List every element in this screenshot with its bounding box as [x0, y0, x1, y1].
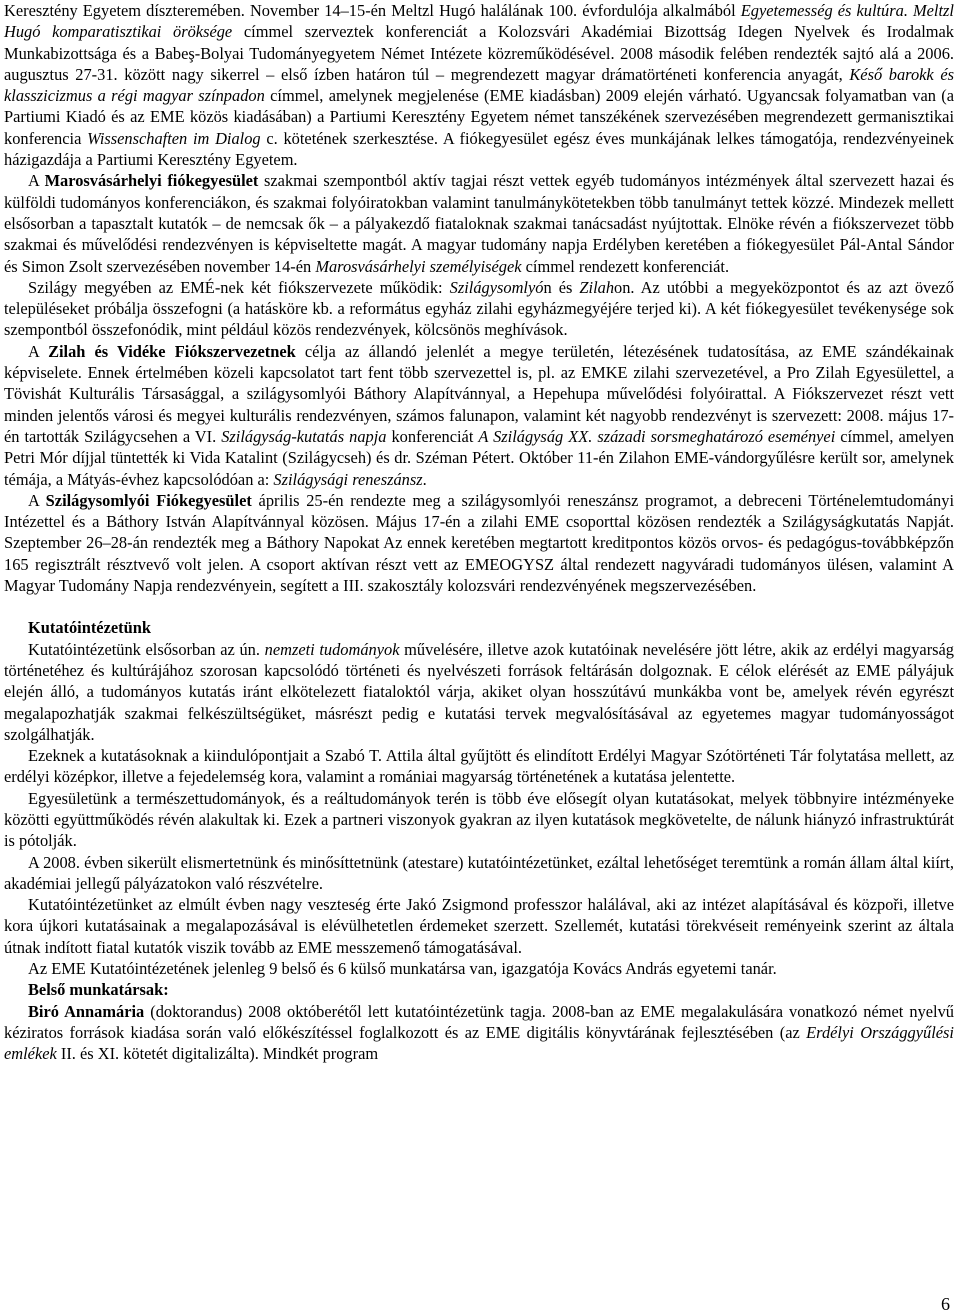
text-run: A 2008. évben sikerült elismertetnünk és minősíttetnünk (atestare) kutatóintézetünket, ezáltal lehetőséget teremtünk a román állam által kiírt, akadémiai jellegű pályázatokon való részvételre.	[4, 852, 954, 893]
text-run: Egyesületünk a természettudományok, és a reáltudományok terén is több éve elősegít olyan kutatásokat, melyek többnyire intézményeke közötti együttműködés révén alakultak ki. Ezek a partneri viszonyok gyakran az ilyen kutatások megkövetelte, de nálunk hiányzó infrastruktúrát is pótolják.	[4, 788, 954, 851]
text-run: Szilágy megyében az EMÉ-nek két fiókszervezete működik:	[28, 277, 450, 297]
section-spacer	[4, 596, 954, 617]
paragraph	[4, 170, 954, 276]
text-run: konferenciát	[386, 426, 479, 446]
italic-text: Erdélyi Országgyűlési emlékek	[4, 1022, 954, 1064]
bold-text: Szilágysomlyói Fiókegyesület	[45, 490, 252, 510]
text-run: Kutatóintézetünk elsősorban az ún.	[28, 639, 265, 659]
page-number: 6	[941, 1294, 950, 1314]
italic-text: A Szilágyság XX. századi sorsmeghatározó eseményei	[478, 426, 836, 446]
italic-text: Szilágysomlyó	[449, 277, 544, 297]
italic-text: Zilah	[579, 277, 615, 297]
paragraph	[4, 745, 954, 788]
paragraph	[4, 639, 954, 745]
document-body	[4, 0, 954, 1065]
text-run: Az EME Kutatóintézetének jelenleg 9 belső és 6 külső munkatársa van, igazgatója Kovács András egyetemi tanár.	[28, 959, 777, 979]
text-run: c. kötetének szerkesztése. A fiókegyesület egész éves munkájának lelkes támogatója, rendezvényeinek házigazdája a Partiumi Keresztény Egyetem.	[4, 128, 954, 170]
bold-text: Belső munkatársak:	[28, 980, 169, 1000]
text-run: A	[28, 341, 49, 361]
text-run: címmel rendezett konferenciát.	[521, 256, 730, 276]
text-run: n és	[543, 277, 580, 297]
text-run: címmel, amelyen Petri Mór díjjal tüntették ki Vida Katalint (Szilágycseh) és dr. Széman Pétert. Október 11-én Zilahon EME-vándorgyűlésre került sor, amelynek témája, a Mátyás-évhez kapcsolódóan a:	[4, 426, 955, 489]
italic-text: Wissenschaften im Dialog	[87, 128, 261, 148]
bold-text: Zilah és Vidéke Fiókszervezetnek	[48, 341, 296, 361]
text-run: (doktorandus) 2008 októberétől lett kutatóintézetünk tagja. 2008-ban az EME megalakulására vonatkozó német nyelvű kéziratos források kiadása során való előkészítéssel foglalkozott és az EME digitális könyvtárának fejlesztésében (az	[4, 1001, 954, 1042]
paragraph	[4, 894, 954, 958]
text-run: szakmai szempontból aktív tagjai részt vettek egyéb tudományos intézmények által szervezett hazai és külföldi tudományos konferenciákon, és szakmai folyóiratokban valamint tanulmánykötetekben több tanulmányt tettek közzé. Mindezek mellett elsősorban a tapasztalt kutatók – de nemcsak ők – a pályakezdő fiataloknak szakmai tanácsadást nyújtottak. Elnöke révén a fiókszervezet több szakmai és művelődési rendezvényen is képviseltette magát. A magyar tudomány napja Erdélyben keretében a fiókegyesület Pál-Antal Sándor és Simon Zsolt szervezésében november 14-én	[4, 171, 955, 276]
text-run: címmel szerveztek konferenciát a Kolozsvári Akadémiai Bizottság Idegen Nyelvek és Irodalmak Munkabizottsága és a Babeş-Bolyai Tudományegyetem Német Intézete közreműködésével. 2008 második felében rendezték sajtó alá a 2006. augusztus 27-31. között nagy sikerrel – első ízben határon túl – megrendezett magyar drámatörténeti konferencia anyagát,	[4, 22, 954, 84]
text-run: .	[422, 469, 427, 489]
text-run: II. és XI. kötetét digitalizálta). Mindkét program	[56, 1044, 379, 1064]
paragraph	[4, 341, 954, 490]
paragraph	[4, 1001, 954, 1065]
section-heading: Kutatóintézetünk	[28, 618, 151, 638]
text-run: on. Az utóbbi a megyeközpontot és az azt övező településeket próbálja összefogni (a hatásköre kb. a református egyház zilahi egyházmegyéjére terjed ki). A két fiókegyesület tevékenysége sok szempontból összefonódik, mint például közös rendezvények, kölcsönös meghívások.	[4, 277, 954, 340]
text-run: Ezeknek a kutatásoknak a kiindulópontjait a Szabó T. Attila által gyűjtött és elindított Erdélyi Magyar Szótörténeti Tár folytatása mellett, az erdélyi középkor, illetve a fejedelemség kora, valamint a romániai magyarság történetének a kutatása jelentette.	[4, 746, 954, 787]
text-run: A	[28, 490, 46, 510]
paragraph	[4, 852, 954, 895]
italic-text: Késő barokk és klasszicizmus a régi magyar színpadon	[4, 64, 954, 106]
paragraph	[4, 979, 954, 1000]
text-run: célja az állandó jelenlét a megye területén, létezésének tudatosítása, az EME szándékainak képviselete. Ennek értelmében közeli kapcsolatot tart fent több szervezettel is, pl. az EMKE zilahi szervezetével, a Pro Zilah Egyesülettel, a Tövishát Kulturális Társasággal, a szilágysomlyói Báthory Alapítvánnyal, a Hepehupa művelődési folyóirattal. A Fiókszervezet részt vett minden jelentős városi és megyei kulturális rendezvényen, számos falunapon, valamint két nagyobb rendezvényt is szervezett: 2008. május 17-én tartották Szilágycsehen a VI.	[4, 341, 954, 446]
italic-text: Meltzl Hugó komparatisztikai öröksége	[4, 1, 954, 42]
italic-text: Szilágysági reneszánsz	[273, 469, 423, 489]
text-run: művelésére, illetve azok kutatóinak nevelésére jött létre, akik az erdélyi magyarság történetéhez és kultúrájához szorosan kapcsolódó történeti és nyelvészeti források feltárásán dolgoznak. E célok elérését az EME pályájuk elején álló, a tudományos kutatás iránt elkötelezett fiataloktól várja, akiket olyan hosszútávú munkákba vont be, amelyek révén egyrészt megalapozhatják szakmai felkészültségüket, másrészt pedig e kutatási tervek megvalósításával az egyetemes magyar tudományosságot szolgálhatják.	[4, 639, 954, 744]
text-run: A	[28, 171, 45, 191]
text-run: címmel, amelynek megjelenése (EME kiadásban) 2009 elején várható. Ugyancsak folyamatban van (a Partiumi Kiadó és az EME közös kiadásában) a Partiumi Keresztény Egyetem német tanszékének szervezésében megrendezett germanisztikai konferencia	[4, 86, 954, 148]
text-run: Kutatóintézetünket az elmúlt évben nagy veszteség érte Jakó Zsigmond professzor halálával, aki az intézet alapításával és közpoři, illetve kora újkori kutatásainak a megalapozásával is elévülhetetlen érdemeket szerzett. Szellemét, kutatási törekvéseit reményeink szerint az általa útnak indított fiatal kutatók viszik tovább az EME messzemenő támogatásával.	[4, 895, 954, 957]
paragraph	[4, 277, 954, 341]
paragraph	[4, 0, 954, 170]
italic-text: Marosvásárhelyi személyiségek	[315, 256, 522, 276]
bold-text: Biró Annamária	[28, 1001, 145, 1021]
paragraph	[4, 958, 954, 979]
italic-text: Egyetemesség és kultúra.	[740, 1, 908, 20]
bold-text: Marosvásárhelyi fiókegyesület	[44, 171, 259, 191]
italic-text: Szilágyság-kutatás napja	[221, 426, 387, 446]
text-run: április 25-én rendezte meg a szilágysomlyói reneszánsz programot, a debreceni Történelemtudományi Intézettel és a Báthory István Alapítvánnyal közösen. Május 17-én a zilahi EME csoporttal közösen rendezték a Szilágyságkutatás Napját. Szeptember 26–28-án rendezték meg a Báthory Napokat Az ennek keretében megtartott kreditpontos közös orvos- és pedagógus-továbbképzőn 165 regisztrált résztvevő volt jelen. A csoport aktívan részt vett az EMEOGYSZ által rendezett nagyváradi tudományos ülésen, valamint A Magyar Tudomány Napja rendezvényein, segített a III. szakosztály kolozsvári rendezvényének megszervezésében.	[4, 490, 955, 596]
italic-text: nemzeti tudományok	[264, 639, 400, 659]
paragraph	[4, 788, 954, 852]
paragraph	[4, 490, 954, 596]
text-run: Keresztény Egyetem díszteremében. November 14–15-én Meltzl Hugó halálának 100. évfordulója alkalmából	[4, 1, 741, 20]
